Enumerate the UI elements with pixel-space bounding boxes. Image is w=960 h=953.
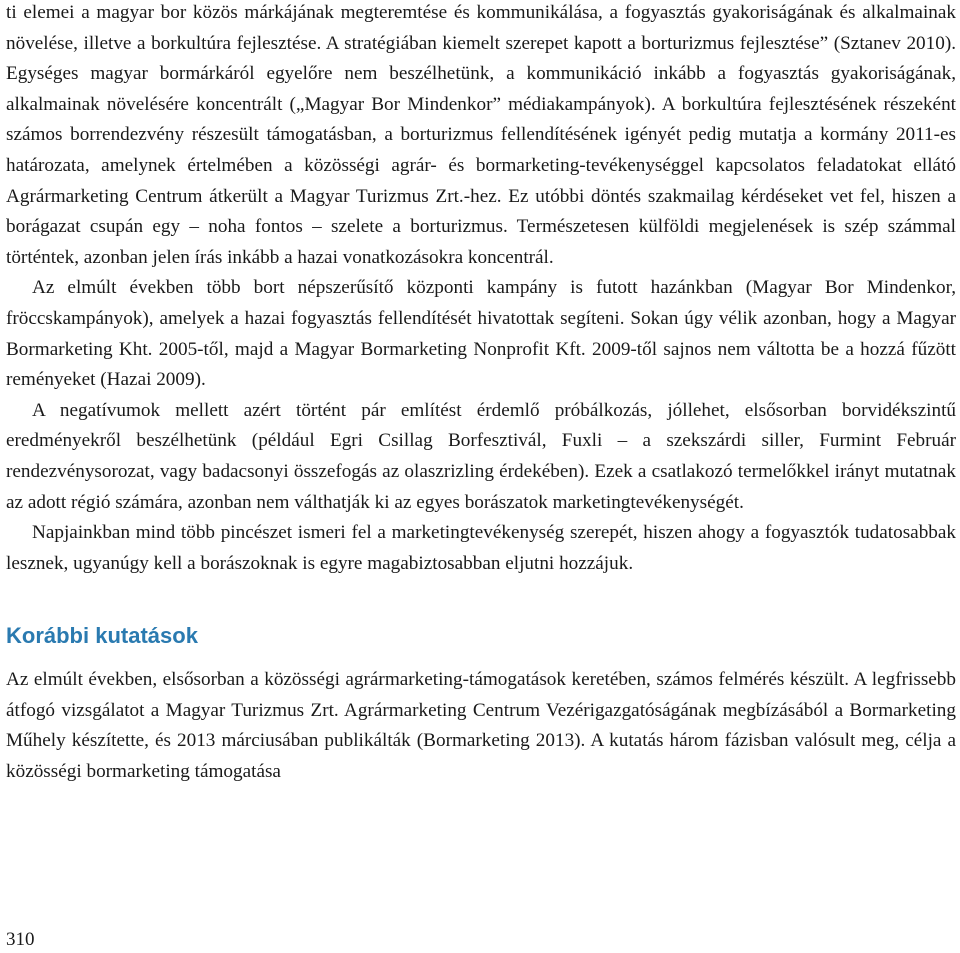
paragraph-initiatives: A negatívumok mellett azért történt pár említést érdemlő próbálkozás, jóllehet, elsősorban borvidékszintű eredményekről beszélhetünk (például Egri Csillag Borfesztivál, Fuxli – a szekszárdi siller, Furmint Február rendezvénysorozat, vagy badacsonyi összefogás az olaszrizling érdekében). Ezek a csatlakozó termelőkkel irányt mutatnak az adott régió számára, azonban nem válthatják ki az egyes borászatok marketingtevékenységét. — [6, 399, 956, 513]
paragraph-strategy: ti elemei a magyar bor közös márkájának megteremtése és kommunikálása, a fogyasztás gyakoriságának és alkalmainak növelése, illetve a borkultúra fejlesztése. A stratégiában kiemelt szerepet kapott a borturizmus fejlesztése” (Sztanev 2010). Egységes magyar bormárkáról egyelőre nem beszélhetünk, a kommunikáció inkább a fogyasztás gyakoriságának, alkalmainak növelésére koncentrált („Magyar Bor Mindenkor” médiakampányok). A borkultúra fejlesztésének részeként számos borrendezvény részesült támogatásban, a borturizmus fellendítésének igényét pedig mutatja a kormány 2011-es határozata, amelynek értelmében a közösségi agrár- és bormarketing-tevékenységgel kapcsolatos feladatokat ellátó Agrármarketing Centrum átkerült a Magyar Turizmus Zrt.-hez. Ez utóbbi döntés szakmailag kérdéseket vet fel, hiszen a borágazat csupán egy – noha fontos – szelete a borturizmus. Természetesen külföldi megjelenések is szép számmal történtek, azonban jelen írás inkább a hazai vonatkozásokra koncentrál. — [6, 2, 956, 268]
document-page — [6, 0, 956, 788]
paragraph-campaigns: Az elmúlt években több bort népszerűsítő központi kampány is futott hazánkban (Magyar Bor Mindenkor, fröccskampányok), amelyek a hazai fogyasztás fellendítését hivatottak segíteni. Sokan úgy vélik azonban, hogy a Magyar Bormarketing Kht. 2005-től, majd a Magyar Bormarketing Nonprofit Kft. 2009-től sajnos nem váltotta be a hozzá fűzött reményeket (Hazai 2009). — [6, 277, 956, 391]
page-number: 310 — [6, 929, 35, 950]
paragraph-previous-research: Az elmúlt években, elsősorban a közösségi agrármarketing-támogatások keretében, számos felmérés készült. A legfrissebb átfogó vizsgálatot a Magyar Turizmus Zrt. Agrármarketing Centrum Vezérigazgatóságának megbízásából a Bormarketing Műhely készítette, és 2013 márciusában publikálták (Bormarketing 2013). A kutatás három fázisban valósult meg, célja a közösségi bormarketing támogatása — [6, 669, 956, 783]
section-heading: Korábbi kutatások — [6, 623, 198, 649]
paragraph-wineries: Napjainkban mind több pincészet ismeri fel a marketingtevékenység szerepét, hiszen ahogy a fogyasztók tudatosabbak lesznek, ugyanúgy kell a borászoknak is egyre magabiztosabban eljutni hozzájuk. — [6, 522, 956, 574]
